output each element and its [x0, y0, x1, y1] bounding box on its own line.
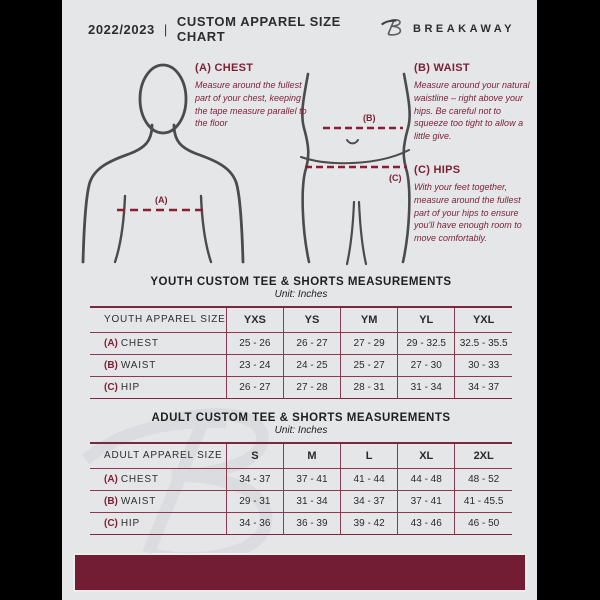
- adult-table-title: ADULT CUSTOM TEE & SHORTS MEASUREMENTS: [151, 412, 451, 424]
- youth-size-table: [90, 306, 512, 399]
- table-row: [90, 354, 512, 376]
- measurement-cell: 44 - 48: [398, 468, 455, 490]
- adult-size-section: [90, 412, 512, 535]
- size-header: S: [226, 443, 283, 468]
- breakaway-logo-icon: [380, 17, 406, 42]
- size-header: L: [341, 443, 398, 468]
- measurement-cell: 36 - 39: [283, 512, 340, 534]
- measurement-cell: 43 - 46: [398, 512, 455, 534]
- brand-name: BREAKAWAY: [413, 23, 515, 35]
- measurement-cell: 26 - 27: [226, 376, 283, 398]
- measurement-cell: 41 - 44: [341, 468, 398, 490]
- adult-size-column-header: ADULT APPAREL SIZE: [90, 443, 226, 468]
- table-header-row: [90, 443, 512, 468]
- table-row: [90, 332, 512, 354]
- size-header: YM: [341, 307, 398, 332]
- measurement-cell: 24 - 25: [283, 354, 340, 376]
- measurement-cell: 46 - 50: [455, 512, 512, 534]
- size-header: YXS: [226, 307, 283, 332]
- adult-table-unit: Unit: Inches: [274, 425, 328, 436]
- measurement-cell: 37 - 41: [283, 468, 340, 490]
- youth-size-section: [90, 276, 512, 399]
- page-title: [88, 14, 380, 44]
- measurement-cell: 34 - 36: [226, 512, 283, 534]
- measurement-cell: 27 - 29: [341, 332, 398, 354]
- measurement-cell: 30 - 33: [455, 354, 512, 376]
- row-label: (C) HIP: [90, 376, 226, 398]
- youth-table-unit: Unit: Inches: [274, 289, 328, 300]
- waist-line-label: (B): [363, 113, 376, 123]
- lower-body-figure: [295, 68, 417, 268]
- measurement-cell: 34 - 37: [341, 490, 398, 512]
- youth-table-title: YOUTH CUSTOM TEE & SHORTS MEASUREMENTS: [150, 276, 452, 288]
- measurement-cell: 28 - 31: [341, 376, 398, 398]
- measurement-cell: 48 - 52: [455, 468, 512, 490]
- row-label: (B) WAIST: [90, 490, 226, 512]
- brand-lockup: [380, 17, 515, 42]
- hips-heading: (C) HIPS: [414, 164, 461, 176]
- row-label: (C) HIP: [90, 512, 226, 534]
- row-label: (A) CHEST: [90, 332, 226, 354]
- size-header: YS: [283, 307, 340, 332]
- chest-line-label: (A): [155, 195, 168, 205]
- size-header: YXL: [455, 307, 512, 332]
- table-header-row: [90, 307, 512, 332]
- measurement-cell: 25 - 26: [226, 332, 283, 354]
- measurement-cell: 31 - 34: [398, 376, 455, 398]
- measurement-cell: 29 - 32.5: [398, 332, 455, 354]
- row-label: (A) CHEST: [90, 468, 226, 490]
- adult-size-table: [90, 442, 512, 535]
- size-header: M: [283, 443, 340, 468]
- measurement-cell: 26 - 27: [283, 332, 340, 354]
- chest-body-text: Measure around the fullest part of your chest, keeping the tape measure parallel to the floor: [195, 80, 307, 129]
- measurement-cell: 39 - 42: [341, 512, 398, 534]
- footer-accent-bar: [73, 553, 527, 592]
- size-header: 2XL: [455, 443, 512, 468]
- measurement-cell: 23 - 24: [226, 354, 283, 376]
- chest-heading: (A) CHEST: [195, 62, 254, 74]
- waist-body-text: Measure around your natural waistline – right above your hips. Be careful not to squeeze too tight to allow a little give.: [414, 80, 530, 142]
- table-row: [90, 376, 512, 398]
- waist-instructions: [414, 62, 532, 143]
- measurement-cell: 41 - 45.5: [455, 490, 512, 512]
- measurement-cell: 27 - 30: [398, 354, 455, 376]
- size-header: YL: [398, 307, 455, 332]
- waist-heading: (B) WAIST: [414, 62, 470, 74]
- measurement-cell: 34 - 37: [226, 468, 283, 490]
- hip-line-label: (C): [389, 173, 402, 183]
- youth-size-column-header: YOUTH APPAREL SIZE: [90, 307, 226, 332]
- measurement-cell: 27 - 28: [283, 376, 340, 398]
- measurement-cell: 37 - 41: [398, 490, 455, 512]
- measurement-cell: 34 - 37: [455, 376, 512, 398]
- row-label: (B) WAIST: [90, 354, 226, 376]
- hips-body-text: With your feet together, measure around the fullest part of your hips to ensure you'll have enough room to move comfortably.: [414, 182, 522, 244]
- chart-title: CUSTOM APPAREL SIZE CHART: [176, 14, 341, 44]
- measurement-cell: 29 - 31: [226, 490, 283, 512]
- measurement-cell: 31 - 34: [283, 490, 340, 512]
- measurement-cell: 25 - 27: [341, 354, 398, 376]
- size-header: XL: [398, 443, 455, 468]
- table-row: [90, 490, 512, 512]
- lower-body-outline-icon: [295, 68, 417, 268]
- table-row: [90, 512, 512, 534]
- header: [88, 14, 515, 44]
- measurement-cell: 32.5 - 35.5: [455, 332, 512, 354]
- table-row: [90, 468, 512, 490]
- edition-label: 2022/2023: [88, 21, 155, 37]
- hips-instructions: [414, 164, 532, 245]
- size-chart-page: [62, 0, 537, 600]
- chest-instructions: [195, 62, 309, 130]
- title-separator: |: [163, 21, 168, 37]
